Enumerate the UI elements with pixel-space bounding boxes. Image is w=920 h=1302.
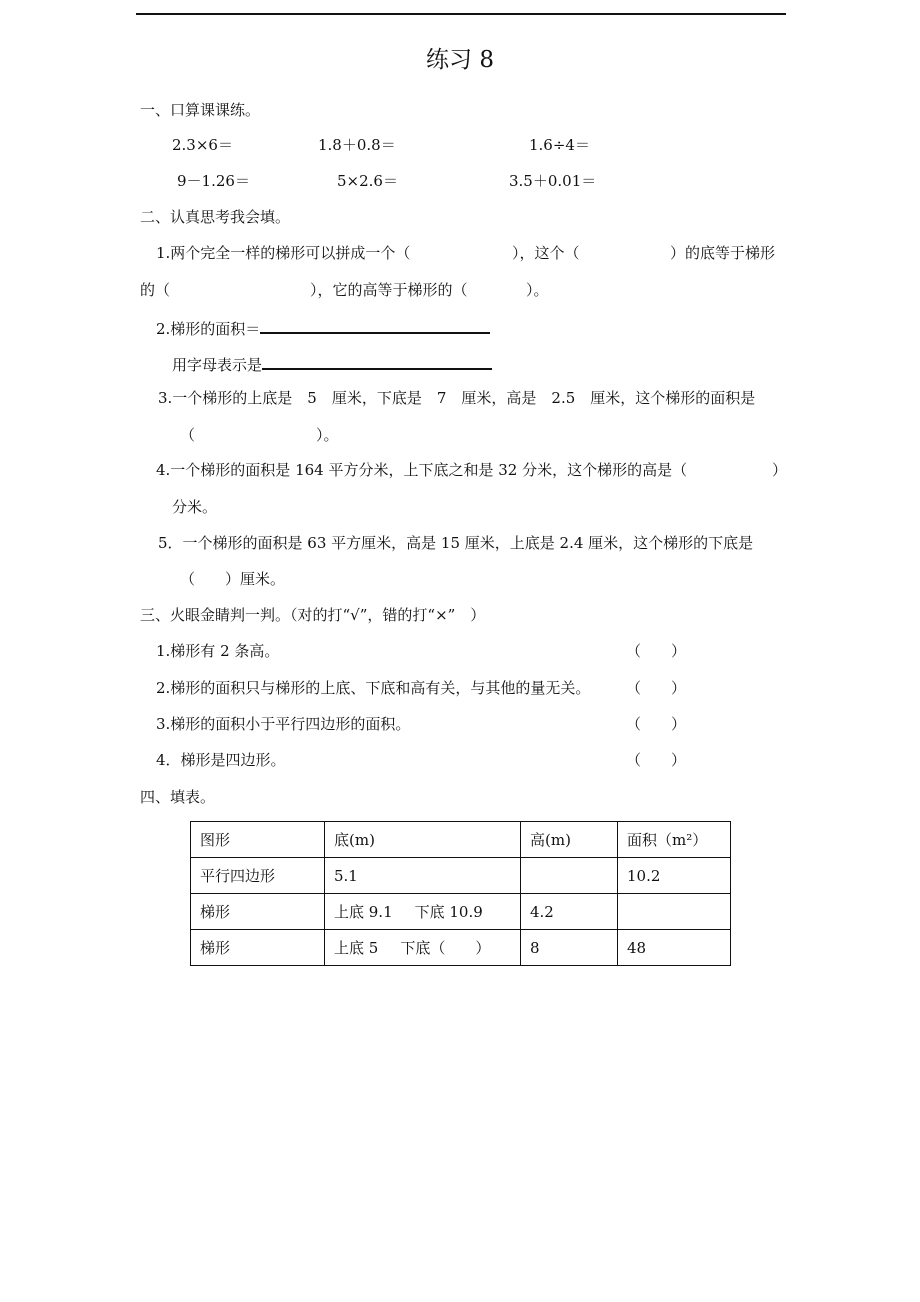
problem-3: 1.6÷4＝	[529, 136, 590, 154]
problem-6: 3.5＋0.01＝	[509, 172, 597, 190]
q1-part1: 1.两个完全一样的梯形可以拼成一个（	[156, 244, 411, 262]
judge-bracket-3[interactable]: （ ）	[626, 715, 687, 733]
problem-5: 5×2.6＝	[337, 172, 398, 190]
judge-bracket-2[interactable]: （ ）	[626, 679, 687, 697]
judge-item-1: 1.梯形有 2 条高。	[156, 642, 280, 660]
table-row	[191, 894, 731, 930]
q3-close-bracket: ）。	[316, 426, 339, 444]
answer-blank-formula[interactable]	[260, 316, 490, 334]
header-cell-base: 底(m)	[325, 822, 521, 858]
cell-area[interactable]	[618, 894, 731, 930]
q2-label-letters: 用字母表示是	[172, 356, 263, 374]
section2-heading: 二、认真思考我会填。	[140, 208, 291, 226]
cell-base	[325, 858, 521, 894]
q2-line1	[156, 316, 490, 339]
cell-base	[325, 894, 521, 930]
problem-4: 9－1.26＝	[177, 172, 250, 190]
top-rule	[136, 13, 786, 15]
q4-close-bracket: ）	[772, 461, 788, 479]
cell-height[interactable]	[521, 858, 618, 894]
problem-1: 2.3×6＝	[172, 136, 233, 154]
cell-area: 48	[618, 930, 731, 966]
q5-line2: （ ）厘米。	[180, 570, 286, 588]
judge-item-3: 3.梯形的面积小于平行四边形的面积。	[156, 715, 411, 733]
cell-base-value: 5.1	[334, 866, 358, 885]
cell-shape: 梯形	[191, 894, 325, 930]
table-header-row	[191, 822, 731, 858]
q4-line1: 4.一个梯形的面积是 164 平方分米，上下底之和是 32 分米，这个梯形的高是（	[156, 461, 688, 479]
q2-label: 2.梯形的面积＝	[156, 320, 261, 338]
header-cell-height: 高(m)	[521, 822, 618, 858]
judge-item-4: 4．梯形是四边形。	[156, 751, 286, 769]
q2-line2	[172, 352, 492, 375]
cell-base-bottom[interactable]: 下底（ ）	[400, 939, 491, 957]
q3-open-bracket: （	[180, 426, 196, 444]
q1-part6: ）。	[526, 281, 549, 299]
q1-part2: ），这个（	[512, 244, 580, 262]
header-cell-shape: 图形	[191, 822, 325, 858]
cell-height: 8	[521, 930, 618, 966]
cell-base	[325, 930, 521, 966]
fill-table	[190, 821, 731, 966]
cell-height: 4.2	[521, 894, 618, 930]
judge-bracket-1[interactable]: （ ）	[626, 642, 687, 660]
q1-part4: 的（	[140, 281, 171, 299]
section3-heading: 三、火眼金睛判一判。（对的打“√”，错的打“×” ）	[140, 606, 486, 624]
q1-part3: ）的底等于梯形	[670, 244, 776, 262]
cell-shape: 平行四边形	[191, 858, 325, 894]
answer-blank-letters[interactable]	[262, 352, 492, 370]
q3-line1: 3.一个梯形的上底是 5 厘米，下底是 7 厘米，高是 2.5 厘米，这个梯形的面积是	[158, 389, 756, 407]
problem-2: 1.8＋0.8＝	[318, 136, 396, 154]
cell-area: 10.2	[618, 858, 731, 894]
q4-line2: 分米。	[172, 498, 218, 516]
header-cell-area: 面积（m²）	[618, 822, 731, 858]
judge-bracket-4[interactable]: （ ）	[626, 751, 687, 769]
judge-item-2: 2.梯形的面积只与梯形的上底、下底和高有关，与其他的量无关。	[156, 679, 591, 697]
cell-base-top: 上底 5	[334, 939, 379, 957]
q1-part5: ），它的高等于梯形的（	[310, 281, 468, 299]
page-title: 练习 8	[426, 47, 494, 73]
cell-base-top: 上底 9.1	[334, 903, 393, 921]
table-row	[191, 858, 731, 894]
q5-line1: 5．一个梯形的面积是 63 平方厘米，高是 15 厘米，上底是 2.4 厘米，这个梯形的下底是	[158, 534, 754, 552]
table-row	[191, 930, 731, 966]
cell-base-bottom: 下底 10.9	[414, 903, 483, 921]
section1-heading: 一、口算课课练。	[140, 101, 261, 119]
cell-shape: 梯形	[191, 930, 325, 966]
section4-heading: 四、填表。	[140, 788, 216, 806]
